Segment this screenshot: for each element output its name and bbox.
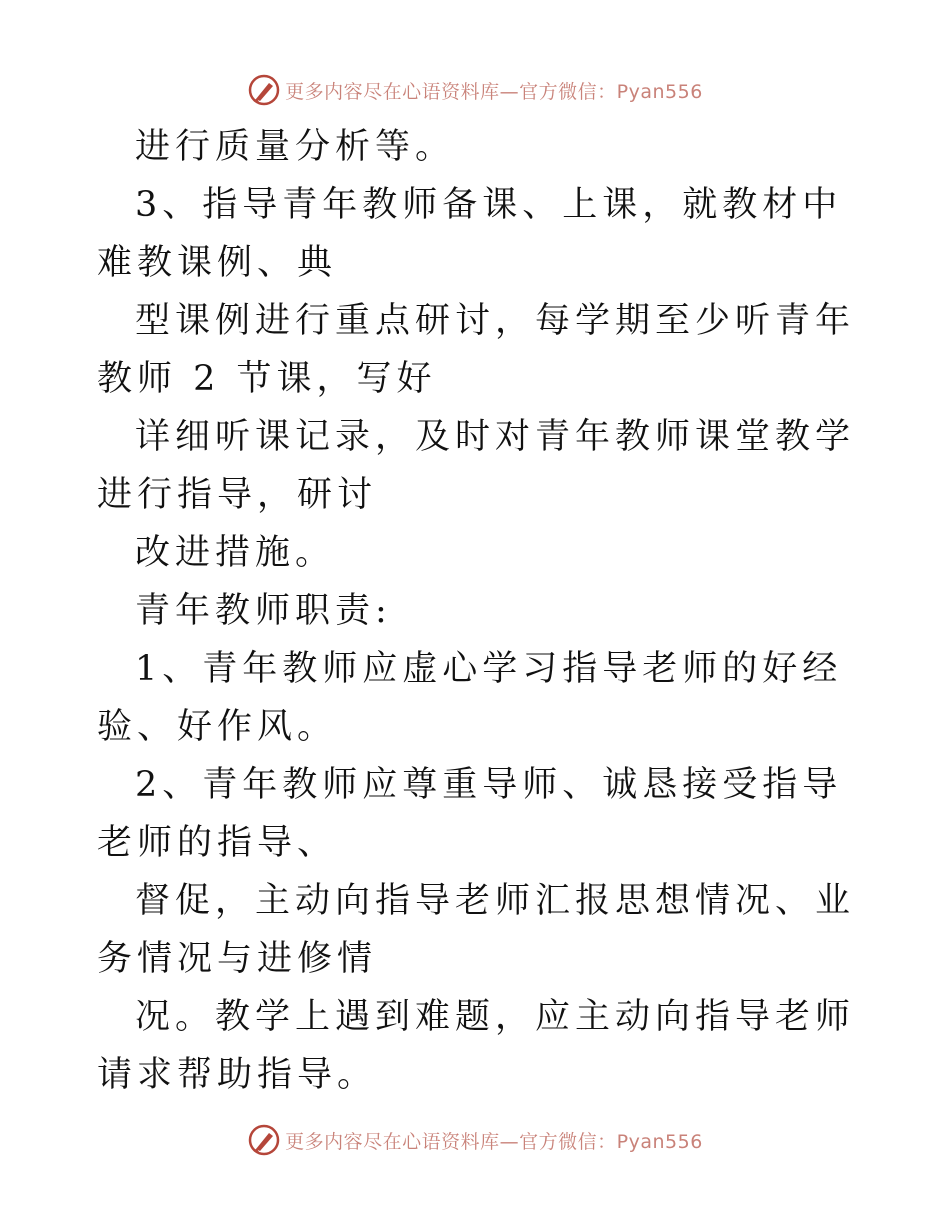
paragraph: 2、青年教师应尊重导师、诚恳接受指导老师的指导、 xyxy=(97,765,843,863)
footer-banner xyxy=(0,1122,950,1158)
paragraph: 进行质量分析等。 xyxy=(135,127,456,167)
footer-banner-text: 更多内容尽在心语资料库—官方微信：Pyan556 xyxy=(285,1130,703,1153)
paragraph: 改进措施。 xyxy=(135,533,336,573)
header-banner xyxy=(0,72,950,108)
paragraph: 型课例进行重点研讨，每学期至少听青年教师 2 节课，写好 xyxy=(97,301,856,399)
pen-logo-icon xyxy=(247,1123,281,1157)
paragraph: 3、指导青年教师备课、上课，就教材中难教课例、典 xyxy=(97,185,843,283)
paragraph: 况。教学上遇到难题，应主动向指导老师请求帮助指导。 xyxy=(97,997,856,1095)
paragraph: 详细听课记录，及时对青年教师课堂教学进行指导，研讨 xyxy=(97,417,856,515)
header-banner-text: 更多内容尽在心语资料库—官方微信：Pyan556 xyxy=(285,80,703,103)
pen-logo-icon xyxy=(247,73,281,107)
paragraph: 1、青年教师应虚心学习指导老师的好经验、好作风。 xyxy=(97,649,843,747)
document-body xyxy=(97,118,857,1104)
paragraph: 青年教师职责: xyxy=(135,591,392,631)
paragraph: 督促，主动向指导老师汇报思想情况、业务情况与进修情 xyxy=(97,881,856,979)
